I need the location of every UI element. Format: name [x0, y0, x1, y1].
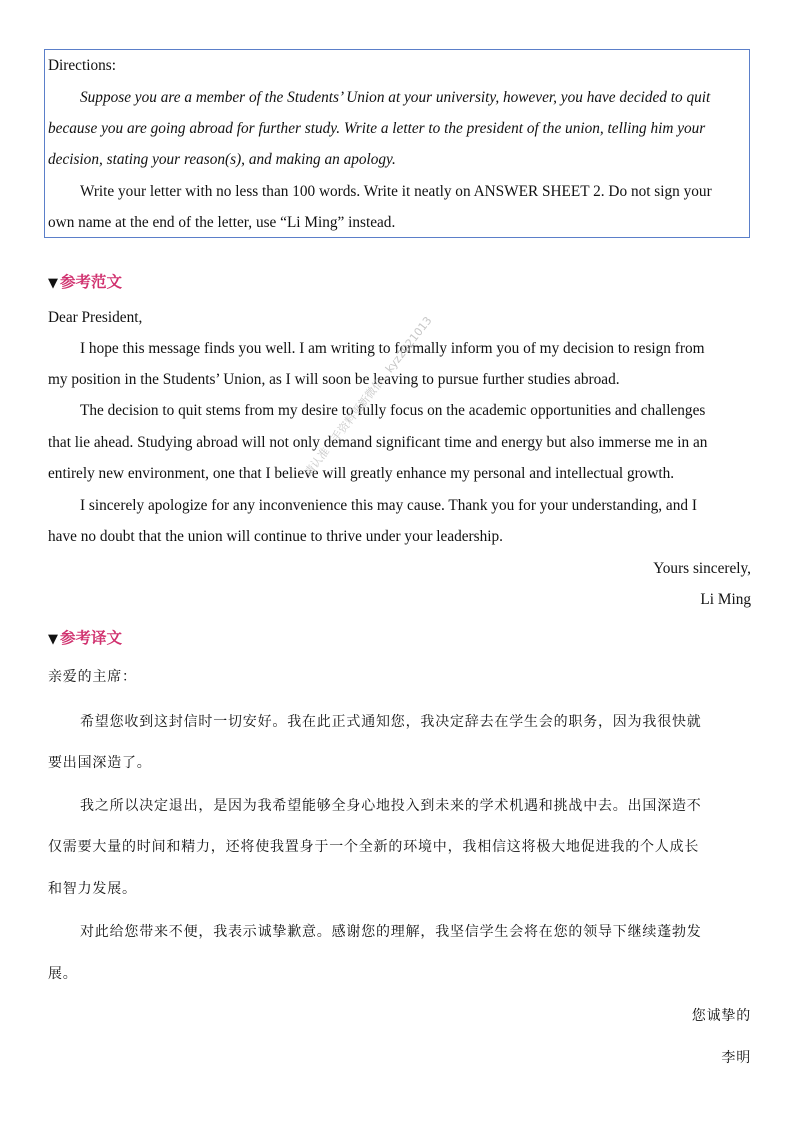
translation-line: 对此给您带来不便，我表示诚挚歉意。感谢您的理解，我坚信学生会将在您的领导下继续蓬勃发 — [80, 924, 702, 940]
directions-line: own name at the end of the letter, use “Li Ming” instead. — [48, 214, 396, 231]
translation-line: 我之所以决定退出，是因为我希望能够全身心地投入到未来的学术机遇和挑战中去。出国深造不 — [80, 798, 702, 814]
directions-line: Write your letter with no less than 100 words. Write it neatly on ANSWER SHEET 2. Do not sign your — [80, 183, 712, 200]
sample-essay-title: 参考范文 — [60, 272, 123, 291]
directions-line: Suppose you are a member of the Students’ Union at your university, however, you have decided to quit — [80, 89, 711, 106]
letter-closing: Yours sincerely, — [653, 560, 751, 577]
directions-box — [44, 49, 750, 238]
triangle-marker-icon: ▼ — [48, 276, 58, 291]
letter-line: have no doubt that the union will continue to thrive under your leadership. — [48, 528, 503, 545]
triangle-marker-icon: ▼ — [48, 632, 58, 647]
translation-line: 希望您收到这封信时一切安好。我在此正式通知您，我决定辞去在学生会的职务，因为我很快就 — [80, 714, 702, 730]
letter-line: entirely new environment, one that I believe will greatly enhance my personal and intellectual growth. — [48, 465, 675, 482]
translation-closing: 您诚挚的 — [691, 1008, 751, 1024]
letter-signature: Li Ming — [700, 591, 751, 608]
translation-line: 仅需要大量的时间和精力，还将使我置身于一个全新的环境中，我相信这将极大地促进我的个人成长 — [48, 839, 700, 855]
watermark: 请认准一手资料更新微信：kyz2021013 — [301, 314, 435, 480]
letter-line: that lie ahead. Studying abroad will not only demand significant time and energy but also immerse me in an — [48, 434, 708, 451]
translation-line: 和智力发展。 — [48, 881, 137, 897]
directions-line: decision, stating your reason(s), and making an apology. — [48, 151, 396, 168]
letter-line: I hope this message finds you well. I am writing to formally inform you of my decision to resign from — [80, 340, 705, 357]
letter-line: my position in the Students’ Union, as I will soon be leaving to pursue further studies abroad. — [48, 371, 620, 388]
translation-salutation: 亲爱的主席： — [48, 669, 137, 685]
directions-heading: Directions: — [48, 57, 116, 74]
translation-line: 展。 — [48, 966, 78, 982]
translation-signature: 李明 — [721, 1050, 751, 1066]
directions-line: because you are going abroad for further study. Write a letter to the president of the union, telling him your — [48, 120, 706, 137]
letter-salutation: Dear President, — [48, 309, 143, 326]
letter-line: The decision to quit stems from my desire to fully focus on the academic opportunities and challenges — [80, 402, 706, 419]
translation-title: 参考译文 — [60, 628, 123, 647]
letter-line: I sincerely apologize for any inconvenience this may cause. Thank you for your understanding, and I — [80, 497, 697, 514]
sample-essay-heading — [48, 270, 122, 292]
translation-heading — [48, 626, 122, 648]
translation-line: 要出国深造了。 — [48, 755, 152, 771]
